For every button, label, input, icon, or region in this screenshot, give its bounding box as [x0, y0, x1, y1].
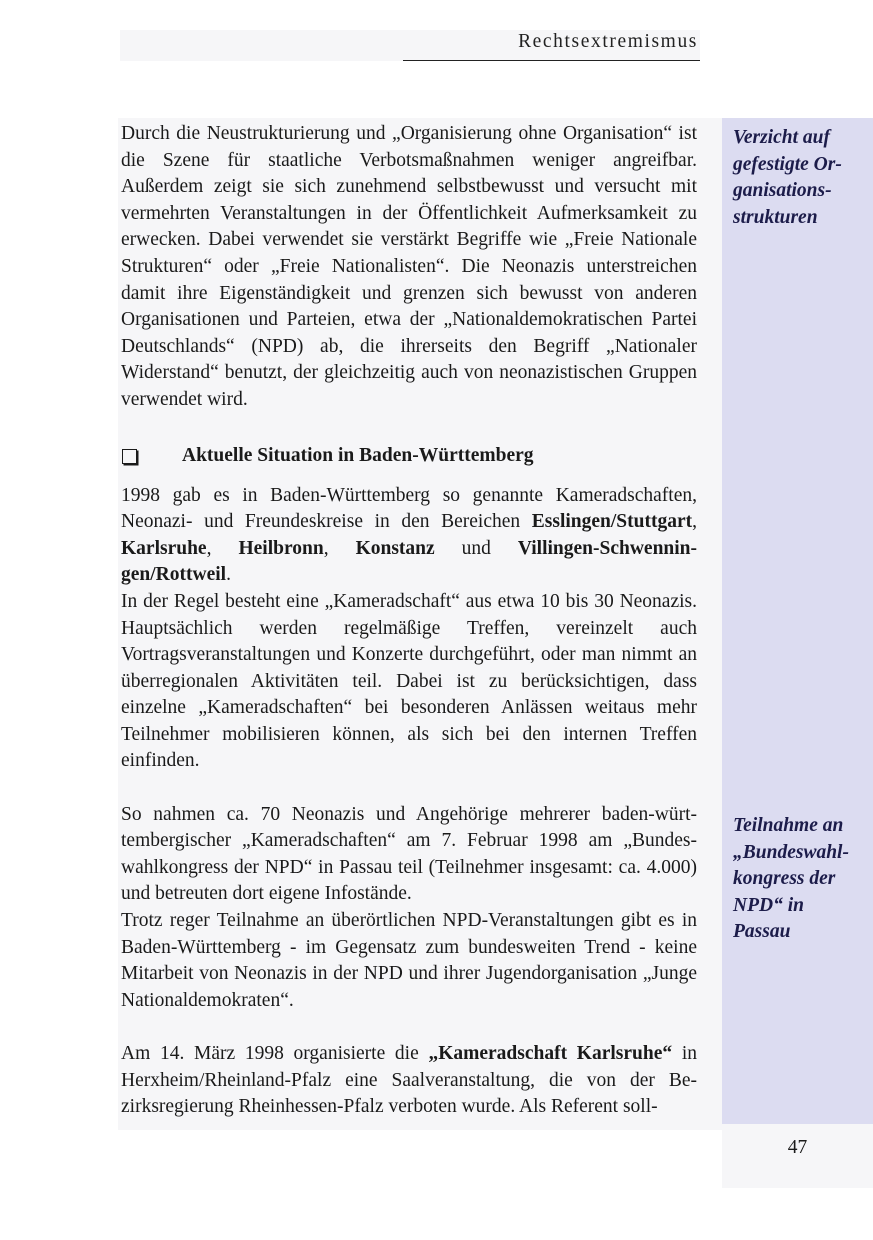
margin-note-line: Verzicht auf: [733, 127, 830, 148]
paragraph-kameradschaften-regions: 1998 gab es in Baden-Württemberg so genannte Kameradschaften, Neonazi- und Freundeskreise in den Bereichen Esslingen/Stuttgart, Karlsruhe, Heilbronn, Konstanz und Villingen-Schwenningen/Rottweil.: [121, 484, 698, 586]
margin-note-line: „Bundeswahl-: [733, 841, 849, 863]
place-name: Esslingen/Stuttgart: [531, 511, 693, 533]
page-number: 47: [787, 1137, 808, 1158]
place-name: Konstanz: [355, 537, 435, 559]
margin-note-2: [733, 813, 873, 946]
margin-note-line: gefestigte Or-: [733, 153, 842, 175]
place-name: Heilbronn: [238, 537, 324, 559]
organisation-name: „Kameradschaft Karlsruhe“: [428, 1043, 673, 1064]
header-rule: [403, 60, 700, 61]
paragraph-organisation: Durch die Neustrukturierung und „Organisierung ohne Organisation“ ist die Szene für staatliche Verbotsmaßnahmen weniger angreifbar. Außerdem zeigt sie sich zunehmend selbstbewusst und versucht mit vermehrten Veranstaltungen in der Öffentlichkeit Aufmerksamkeit zu erwecken. Dabei verwendet sie verstärkt Begriffe wie „Freie Nationale Strukturen“ oder „Freie Nationalisten“. Die Neonazis unterstreichen damit ihre Eigenständigkeit und grenzen sich bewusst von anderen Organisationen und Parteien, etwa der „Nationaldemokratischen Partei Deutschlands“ (NPD) ab, die ihrerseits den Begriff „Nationaler Widerstand“ benutzt, der gleichzeitig auch von neonazistischen Gruppen verwendet wird.: [121, 123, 697, 410]
margin-note-line: Teilnahme an: [733, 815, 844, 836]
running-header-title: Rechtsextremismus: [518, 31, 698, 52]
paragraph-bundeswahlkongress: So nahmen ca. 70 Neonazis und Angehörige mehrerer baden-württembergischer „Kameradschaften“ am 7. Februar 1998 am „Bundeswahlkongress der NPD“ in Passau teil (Teilnehmer insgesamt: ca. 4.000) und betreuten dort eigene Infostände.: [121, 803, 697, 905]
section-heading: Aktuelle Situation in Baden-Württemberg: [182, 445, 534, 467]
margin-note-line: Passau: [733, 921, 791, 942]
place-name: Villingen-Schwenningen/Rottweil: [121, 537, 698, 586]
checkbox-bullet-icon: [122, 449, 137, 464]
paragraph-kameradschaft-size: In der Regel besteht eine „Kameradschaft“ aus etwa 10 bis 30 Neonazis. Hauptsächlich werden regelmäßige Treffen, vereinzelt auch Vortragsveranstaltungen und Konzerte durchgeführt, oder man nimmt an überregionalen Aktivitäten teil. Dabei ist zu berücksichtigen, dass einzelne „Kameradschaften“ bei besonderen Anlässen weitaus mehr Teilnehmer mobilisieren können, als sich bei den internen Treffen einfinden.: [121, 590, 697, 772]
main-text: [121, 121, 697, 1121]
margin-note-1: [733, 125, 873, 231]
section-heading-row: [121, 441, 697, 473]
margin-note-line: NPD“ in: [733, 894, 804, 916]
paragraph-npd-participation: Trotz reger Teilnahme an überörtlichen NPD-Veranstaltungen gibt es in Baden-Württemberg - im Gegensatz zum bundesweiten Trend - keine Mitarbeit von Neonazis in der NPD und ihrer Jugendorganisation „Junge Nationaldemokraten“.: [121, 910, 697, 1011]
margin-note-line: strukturen: [733, 206, 818, 228]
margin-note-line: kongress der: [733, 868, 836, 889]
margin-column: [722, 118, 873, 1124]
paragraph-saalveranstaltung: Am 14. März 1998 organisierte die „Kameradschaft Karlsruhe“ in Herxheim/Rheinland-Pfalz eine Saalveranstaltung, die von der Bezirksregierung Rheinhessen-Pfalz verboten wurde. Als Referent soll-: [121, 1043, 697, 1118]
margin-note-line: ganisations-: [733, 180, 832, 201]
place-name: Karlsruhe: [121, 537, 207, 559]
